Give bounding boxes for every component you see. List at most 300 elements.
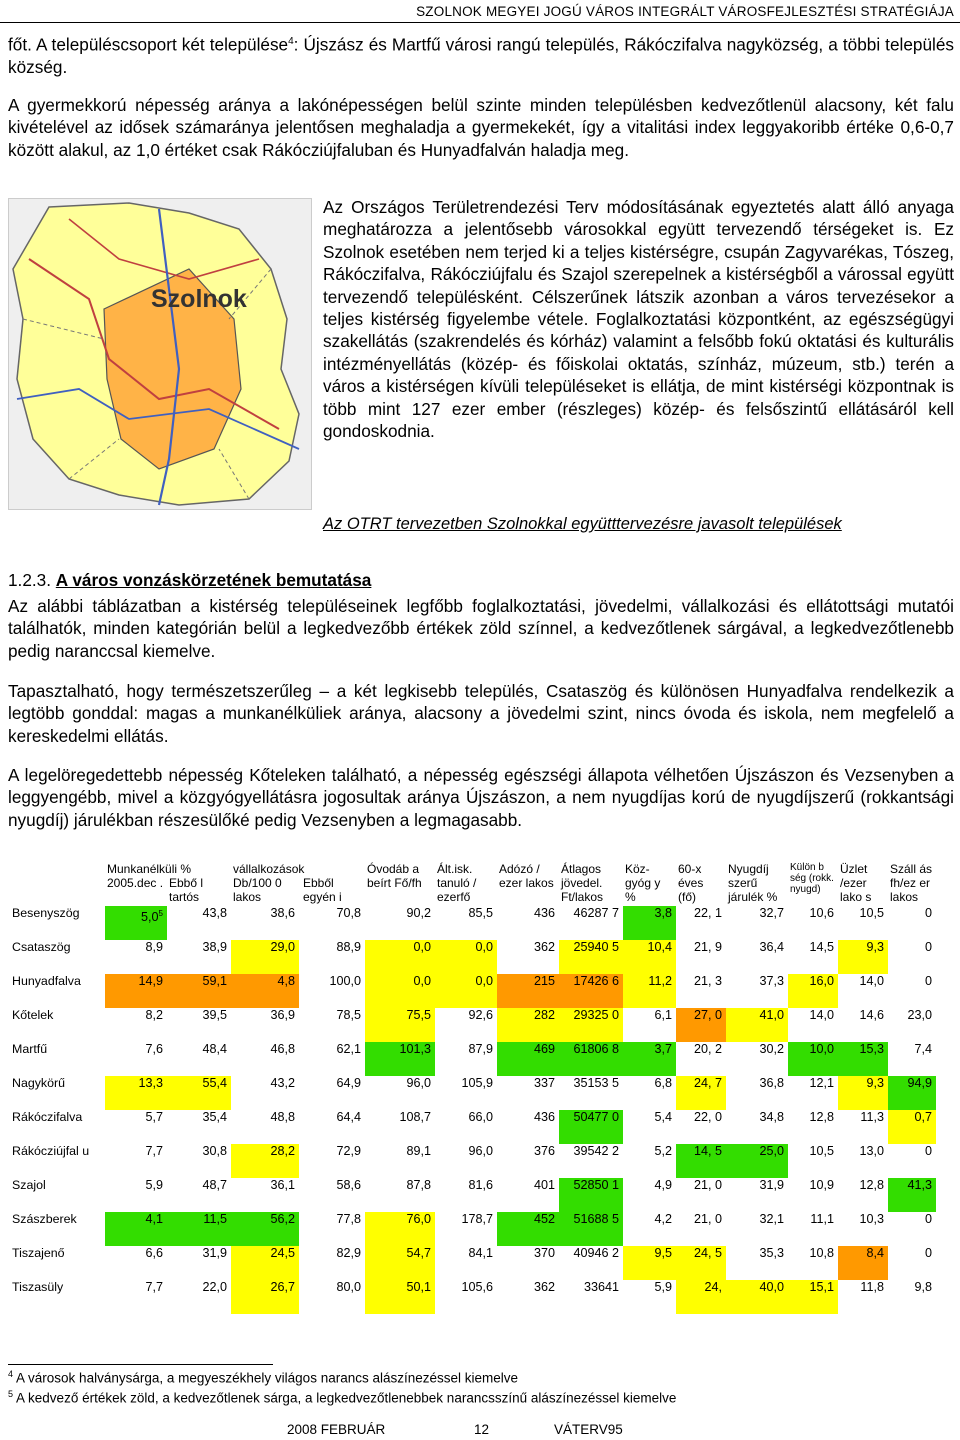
- paragraph-health: A legelöregedettebb népesség Kőteleken található, a népesség egészségi állapota vélhetően Újszászon és Vezsenyben a leggyengébb, mivel a közgyógyellátásra jogosultak aránya Újszászon, a nem nyugdíjas korú de nyugdíjszerű (rokkantsági nyugdíj) járulékban részesülőké pedig Vezsenyben a legmagasabb.: [8, 765, 954, 830]
- table-cell: [559, 1246, 623, 1280]
- cell-value: 376: [533, 1144, 555, 1158]
- cell-value: 9,3: [866, 1076, 884, 1090]
- paragraph-population: A gyermekkorú népesség aránya a lakónépességen belül szinte minden településben kedvezőtlenül alacsony, két falu kivételével az idősek számaránya jelentősen meghaladja a gyermekekét, így a vitalitási index leggyakoribb értéke 0,6-0,7 között alakul, az 1,0 értéket csak Rákócziújfaluban és Hunyadfalván haladja meg.: [8, 95, 954, 160]
- cell-value: 36,8: [759, 1076, 784, 1090]
- col-header: 60-x éves (fő): [678, 862, 704, 904]
- cell-value: 0,0: [475, 974, 493, 988]
- footnote-4: [8, 1369, 518, 1386]
- table-cell: [435, 1178, 497, 1212]
- cell-value: 8,4: [866, 1246, 884, 1260]
- cell-value: 0,0: [475, 940, 493, 954]
- table-cell: [299, 1042, 365, 1076]
- cell-value: 0,7: [914, 1110, 932, 1124]
- cell-value: 52850 1: [573, 1178, 619, 1192]
- table-cell: [623, 1008, 676, 1042]
- table-cell: [726, 940, 788, 974]
- cell-value: 80,0: [336, 1280, 361, 1294]
- cell-value: 337: [533, 1076, 555, 1090]
- cell-value: 13,0: [859, 1144, 884, 1158]
- cell-value: 21, 0: [693, 1212, 722, 1226]
- cell-value: 72,9: [336, 1144, 361, 1158]
- cell-value: 22, 0: [693, 1110, 722, 1124]
- cell-value: 362: [533, 940, 555, 954]
- cell-value: 64,4: [336, 1110, 361, 1124]
- table-cell: [231, 1280, 299, 1314]
- table-cell: [497, 1076, 559, 1110]
- table-row: [10, 1246, 936, 1280]
- footer-date: 2008 FEBRUÁR: [287, 1422, 386, 1437]
- cell-value: 0: [924, 1212, 932, 1226]
- cell-value: 51688 5: [573, 1212, 619, 1226]
- cell-value: 56,2: [270, 1212, 296, 1226]
- col-header: Külön b ség (rokk. nyugd): [790, 862, 834, 895]
- table-row: [10, 1110, 936, 1144]
- table-cell: [435, 1076, 497, 1110]
- table-cell: [623, 974, 676, 1008]
- table-cell: [435, 974, 497, 1008]
- table-cell: [676, 1008, 726, 1042]
- table-cell: [167, 1110, 231, 1144]
- table-cell: [623, 1246, 676, 1280]
- cell-value: 90,2: [406, 906, 431, 920]
- section-heading: [8, 570, 371, 591]
- cell-value: 21, 0: [693, 1178, 722, 1192]
- cell-value: 24, 7: [693, 1076, 722, 1090]
- cell-value: 370: [533, 1246, 555, 1260]
- cell-value: 401: [533, 1178, 555, 1192]
- cell-value: 35,3: [759, 1246, 784, 1260]
- cell-value: 58,6: [336, 1178, 361, 1192]
- table-cell: [105, 1110, 167, 1144]
- cell-value: 14,0: [809, 1008, 834, 1022]
- table-row: [10, 1178, 936, 1212]
- cell-value: 39542 2: [573, 1144, 619, 1158]
- table-cell: [726, 906, 788, 940]
- table-cell: [676, 1144, 726, 1178]
- table-cell: [623, 1042, 676, 1076]
- table-cell: [559, 906, 623, 940]
- cell-value: 12,1: [809, 1076, 834, 1090]
- cell-value: 28,2: [270, 1144, 296, 1158]
- cell-value: 108,7: [399, 1110, 431, 1124]
- table-row: [10, 1042, 936, 1076]
- paragraph-table-intro: Az alábbi táblázatban a kistérség településeinek legfőbb foglalkoztatási, jövedelmi, vállalkozási és ellátottsági mutatói találhatók, minden kategórián belül a legkedvezőbb értékek zöld színnel, a kedvezőtlenek sárgával, a legkedvezőtlenebb pedig naranccsal kiemelve.: [8, 596, 954, 661]
- cell-value: 54,7: [406, 1246, 431, 1260]
- table-cell: [888, 1110, 936, 1144]
- row-settlement-name: Martfű: [12, 1042, 48, 1056]
- cell-value: 15,3: [859, 1042, 884, 1056]
- table-cell: [365, 1178, 435, 1212]
- table-body: [10, 906, 936, 1314]
- table-cell: [231, 1076, 299, 1110]
- cell-value: 22, 1: [693, 906, 722, 920]
- subheader-egyeni: Ebből egyén i: [303, 876, 342, 904]
- table-cell: [559, 1144, 623, 1178]
- cell-value: 50477 0: [573, 1110, 619, 1124]
- table-cell: [788, 906, 838, 940]
- table-cell: [838, 1178, 888, 1212]
- cell-value: 0: [924, 906, 932, 920]
- cell-value: 11,2: [648, 974, 672, 988]
- cell-value: 10,4: [647, 940, 672, 954]
- table-cell: [676, 1246, 726, 1280]
- group-header-vallalkozasok: [231, 862, 365, 906]
- col-header: Óvodáb a beírt Fő/fh: [367, 862, 422, 890]
- cell-value: 82,9: [336, 1246, 361, 1260]
- table-cell: [838, 906, 888, 940]
- cell-value: 11,8: [860, 1280, 884, 1294]
- table-cell: [788, 974, 838, 1008]
- cell-value: 23,0: [907, 1008, 932, 1022]
- cell-value: 22,0: [202, 1280, 227, 1294]
- cell-value: 43,2: [270, 1076, 296, 1090]
- cell-value: 25940 5: [573, 940, 619, 954]
- cell-value: 10,0: [809, 1042, 834, 1056]
- table-cell: [167, 1008, 231, 1042]
- footnote-5: [8, 1389, 676, 1406]
- table-cell: [559, 1212, 623, 1246]
- table-cell: [888, 940, 936, 974]
- table-cell: [838, 1280, 888, 1314]
- cell-value: 7,4: [914, 1042, 932, 1056]
- table-cell: [105, 1212, 167, 1246]
- table-cell: [299, 1178, 365, 1212]
- cell-value: 38,9: [202, 940, 227, 954]
- cell-value: 10,6: [809, 906, 834, 920]
- table-cell: [623, 1280, 676, 1314]
- cell-value: 50,1: [406, 1280, 431, 1294]
- row-settlement-name: Tiszasüly: [12, 1280, 64, 1294]
- cell-value: 0: [924, 974, 932, 988]
- table-cell: [365, 1280, 435, 1314]
- footnote-text: A városok halványsárga, a megyeszékhely világos narancs alászínezéssel kiemelve: [16, 1370, 519, 1386]
- cell-value: 20, 2: [693, 1042, 722, 1056]
- table-cell: [838, 1144, 888, 1178]
- cell-value: 31,9: [759, 1178, 784, 1192]
- table-cell: [231, 1178, 299, 1212]
- table-cell: [435, 1042, 497, 1076]
- header-empty: [10, 862, 105, 906]
- table-cell: [299, 940, 365, 974]
- section-number: 1.2.3.: [8, 570, 52, 590]
- table-cell: [299, 906, 365, 940]
- table-cell: [838, 974, 888, 1008]
- table-cell: [888, 906, 936, 940]
- cell-value: 81,6: [468, 1178, 493, 1192]
- table-cell: [299, 1110, 365, 1144]
- cell-value: 0: [924, 1144, 932, 1158]
- cell-value: 24, 5: [693, 1246, 722, 1260]
- paragraph-problems: Tapasztalható, hogy természetszerűleg – a két legkisebb település, Csataszög és különösen Hunyadfalva rendelkezik a legtöbb gonddal: magas a munkanélküliek aránya, alacsony a jövedelmi szint, nincs óvoda és iskola, nem megfelelő a kereskedelmi ellátás.: [8, 681, 954, 746]
- cell-value: 96,0: [468, 1144, 493, 1158]
- table-cell: [838, 1042, 888, 1076]
- table-cell: [497, 1110, 559, 1144]
- cell-value: 5,0: [140, 910, 159, 925]
- p1-after: : Újszász és Martfű városi rangú település, Rákóczifalva nagyközség, a többi település község.: [8, 34, 954, 78]
- cell-value: 469: [533, 1042, 555, 1056]
- table-cell: [231, 1042, 299, 1076]
- row-settlement-name: Nagykörű: [12, 1076, 66, 1090]
- cell-value: 282: [533, 1008, 555, 1022]
- table-row: [10, 1008, 936, 1042]
- cell-value: 5,2: [654, 1144, 672, 1158]
- cell-value: 8,2: [145, 1008, 163, 1022]
- table-cell: [888, 974, 936, 1008]
- table-cell: [231, 940, 299, 974]
- table-cell: [726, 1042, 788, 1076]
- kisterseg-map: [8, 198, 312, 510]
- table-cell: [497, 906, 559, 940]
- cell-value: 92,6: [468, 1008, 493, 1022]
- table-cell: [838, 940, 888, 974]
- table-cell: [497, 1280, 559, 1314]
- table-cell: [623, 1212, 676, 1246]
- table-cell: [623, 1110, 676, 1144]
- row-settlement-name: Besenyszög: [12, 906, 80, 920]
- cell-value: 3,8: [654, 906, 672, 920]
- table-row: [10, 1212, 936, 1246]
- cell-value: 11,3: [860, 1110, 884, 1124]
- cell-value: 26,7: [270, 1280, 296, 1294]
- cell-value: 9,8: [914, 1280, 932, 1294]
- table-cell: [676, 1178, 726, 1212]
- table-cell: [435, 1280, 497, 1314]
- table-cell: [231, 1144, 299, 1178]
- cell-value: 31,9: [202, 1246, 227, 1260]
- table-cell: [365, 1212, 435, 1246]
- col-header: Átlagos jövedel. Ft/lakos: [561, 862, 604, 904]
- cell-value: 87,9: [468, 1042, 493, 1056]
- table-row: [10, 974, 936, 1008]
- table-cell: [497, 974, 559, 1008]
- col-header: Köz-gyóg y %: [625, 862, 661, 904]
- table-cell: [365, 940, 435, 974]
- table-cell: [726, 1212, 788, 1246]
- table-cell: [559, 1280, 623, 1314]
- table-cell: [788, 1008, 838, 1042]
- cell-value: 4,2: [654, 1212, 672, 1226]
- table-cell: [435, 1246, 497, 1280]
- row-settlement-name: Csataszög: [12, 940, 71, 954]
- cell-value: 39,5: [202, 1008, 227, 1022]
- cell-value: 436: [533, 906, 555, 920]
- table-cell: [559, 1042, 623, 1076]
- cell-value: 32,7: [759, 906, 784, 920]
- cell-value: 14,9: [138, 974, 163, 988]
- table-cell: [676, 1076, 726, 1110]
- cell-value: 46287 7: [573, 906, 619, 920]
- table-cell: [888, 1144, 936, 1178]
- cell-value: 7,7: [145, 1280, 163, 1294]
- footnote-number: 5: [8, 1389, 14, 1399]
- cell-value: 15,1: [809, 1280, 834, 1294]
- cell-value: 33641: [583, 1280, 619, 1294]
- subheader-tartos: Ebbő l tartós: [169, 876, 204, 904]
- table-cell: [167, 1212, 231, 1246]
- table-cell: [497, 1144, 559, 1178]
- table-cell: [497, 1212, 559, 1246]
- cell-value: 32,1: [759, 1212, 784, 1226]
- table-cell: [299, 1280, 365, 1314]
- table-cell: [231, 1110, 299, 1144]
- table-row: [10, 1144, 936, 1178]
- table-cell: [365, 1144, 435, 1178]
- table-cell: [888, 1076, 936, 1110]
- table-cell: [365, 1246, 435, 1280]
- cell-value: 9,5: [654, 1246, 672, 1260]
- table-cell: [105, 1042, 167, 1076]
- footer-page-number: 12: [474, 1422, 490, 1437]
- cell-value: 5,4: [654, 1110, 672, 1124]
- table-cell: [167, 906, 231, 940]
- cell-value: 36,9: [270, 1008, 296, 1022]
- table-cell: [559, 1178, 623, 1212]
- row-settlement-name: Szajol: [12, 1178, 46, 1192]
- cell-value: 46,8: [270, 1042, 296, 1056]
- cell-value: 14,6: [859, 1008, 884, 1022]
- table-cell: [497, 940, 559, 974]
- paragraph-otrt: Az Országos Területrendezési Terv módosításának egyeztetés alatt álló anyaga meghatározza a jelentősebb városokkal együtt tervezendő térségeket is. Ez Szolnok esetében nem terjed ki a teljes kistérségre, csupán Zagyvarékas, Tószeg, Rákóczifalva, Rákócziújfalu és Szajol szerepelnek a kistérségből a várossal együtt tervezendő településként. Célszerűnek látszik azonban a város tervezésekor a teljes kistérség figyelembe vétele. Foglalkoztatási központként, az egészségügyi szakellátás (szakrendelés és kórház) valamint a felsőbb fokú oktatási és kulturális intézményellátás (közép- és főiskolai oktatás, színház, múzeum, stb.) terén a város a kistérségen kívüli településeket is ellátja, de mint kistérségi központnak is több mint 127 ezer ember (részleges) közép- és felsőszintű ellátásáról kell gondoskodnia.: [323, 197, 954, 442]
- table-cell: [167, 1178, 231, 1212]
- cell-value: 14,0: [859, 974, 884, 988]
- footer-org: VÁTERV95: [554, 1422, 623, 1437]
- table-cell: [167, 1042, 231, 1076]
- cell-value: 62,1: [336, 1042, 361, 1056]
- cell-value: 5,9: [654, 1280, 672, 1294]
- table-cell: [105, 940, 167, 974]
- table-cell: [365, 974, 435, 1008]
- table-row: [10, 906, 936, 940]
- table-cell: [497, 1246, 559, 1280]
- table-cell: [299, 974, 365, 1008]
- cell-value: 6,1: [654, 1008, 672, 1022]
- cell-value: 9,3: [866, 940, 884, 954]
- table-cell: [888, 1246, 936, 1280]
- col-header: Üzlet /ezer lako s: [840, 862, 872, 904]
- section-title: A város vonzáskörzetének bemutatása: [55, 570, 372, 590]
- cell-value: 64,9: [336, 1076, 361, 1090]
- subheader-2005: 2005.dec .: [107, 876, 164, 890]
- cell-value: 34,8: [759, 1110, 784, 1124]
- cell-value: 11,5: [203, 1212, 227, 1226]
- table-cell: [726, 974, 788, 1008]
- cell-value: 21, 3: [693, 974, 722, 988]
- table-cell: [726, 1076, 788, 1110]
- cell-value: 40,0: [759, 1280, 784, 1294]
- row-settlement-name: Szászberek: [12, 1212, 77, 1226]
- col-header: Adózó / ezer lakos: [499, 862, 554, 890]
- cell-value: 7,7: [145, 1144, 163, 1158]
- table-cell: [676, 940, 726, 974]
- table-cell: [435, 1008, 497, 1042]
- table-cell: [231, 1008, 299, 1042]
- map-label: Szolnok: [151, 285, 247, 313]
- cell-value: 4,8: [277, 974, 296, 988]
- table-cell: [231, 974, 299, 1008]
- table-cell: [838, 1110, 888, 1144]
- col-header: Száll ás fh/ez er lakos: [890, 862, 933, 904]
- cell-value: 3,7: [654, 1042, 672, 1056]
- cell-value: 77,8: [336, 1212, 361, 1226]
- table-header-row: [10, 862, 936, 906]
- table-cell: [167, 974, 231, 1008]
- cell-value: 30,2: [759, 1042, 784, 1056]
- table-cell: [105, 906, 167, 940]
- row-settlement-name: Kőtelek: [12, 1008, 54, 1022]
- cell-value: 61806 8: [573, 1042, 619, 1056]
- cell-value: 36,4: [759, 940, 784, 954]
- table-cell: [676, 1212, 726, 1246]
- cell-value: 27, 0: [693, 1008, 722, 1022]
- cell-value: 59,1: [202, 974, 227, 988]
- cell-value: 21, 9: [693, 940, 722, 954]
- cell-value: 0,0: [413, 974, 431, 988]
- cell-value: 88,9: [336, 940, 361, 954]
- cell-value: 4,9: [654, 1178, 672, 1192]
- table-cell: [365, 1076, 435, 1110]
- table-cell: [788, 1178, 838, 1212]
- table-cell: [788, 1246, 838, 1280]
- table-cell: [167, 1246, 231, 1280]
- cell-value: 35153 5: [573, 1076, 619, 1090]
- table-cell: [559, 1008, 623, 1042]
- cell-value: 12,8: [859, 1178, 884, 1192]
- row-settlement-name: Rákóczifalva: [12, 1110, 83, 1124]
- group-label-munkanelkuli: Munkanélküli %: [107, 862, 192, 876]
- cell-value: 37,3: [759, 974, 784, 988]
- cell-value: 100,0: [329, 974, 361, 988]
- table-cell: [623, 1144, 676, 1178]
- table-cell: [788, 1076, 838, 1110]
- cell-value: 0: [924, 940, 932, 954]
- cell-value: 10,8: [809, 1246, 834, 1260]
- table-cell: [299, 1212, 365, 1246]
- cell-value: 0,0: [413, 940, 431, 954]
- table-cell: [676, 906, 726, 940]
- cell-value: 24,5: [270, 1246, 296, 1260]
- table-cell: [435, 1110, 497, 1144]
- cell-value: 14,5: [809, 940, 834, 954]
- table-cell: [838, 1246, 888, 1280]
- table-cell: [623, 1076, 676, 1110]
- table-cell: [365, 1042, 435, 1076]
- cell-value: 10,5: [859, 906, 884, 920]
- cell-value: 40946 2: [573, 1246, 619, 1260]
- table-cell: [435, 1212, 497, 1246]
- table-cell: [676, 1280, 726, 1314]
- table-cell: [299, 1076, 365, 1110]
- footnote-number: 4: [8, 1369, 14, 1379]
- table-cell: [788, 940, 838, 974]
- table-cell: [365, 906, 435, 940]
- table-cell: [888, 1212, 936, 1246]
- cell-value: 41,0: [759, 1008, 784, 1022]
- cell-value: 11,1: [810, 1212, 834, 1226]
- cell-value: 43,8: [202, 906, 227, 920]
- cell-value: 13,3: [138, 1076, 163, 1090]
- cell-value: 96,0: [406, 1076, 431, 1090]
- table-cell: [838, 1008, 888, 1042]
- table-cell: [299, 1008, 365, 1042]
- running-header: [0, 2, 960, 23]
- table-cell: [167, 1280, 231, 1314]
- table-cell: [726, 1178, 788, 1212]
- cell-value: 30,8: [202, 1144, 227, 1158]
- cell-value: 24,: [704, 1280, 722, 1294]
- table-cell: [497, 1178, 559, 1212]
- table-cell: [623, 940, 676, 974]
- cell-value: 12,8: [809, 1110, 834, 1124]
